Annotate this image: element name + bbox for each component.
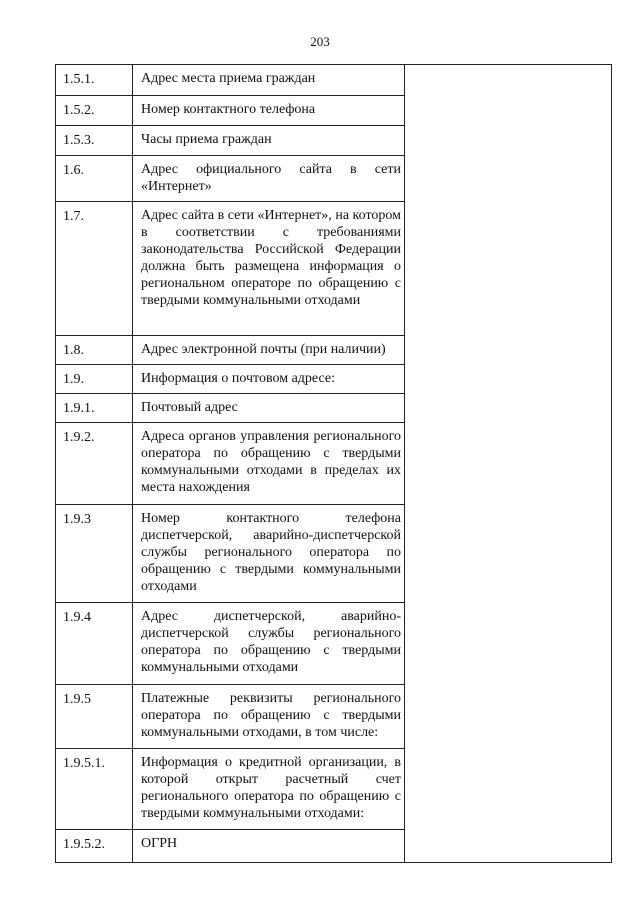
row-number: 1.9.5.1. bbox=[56, 749, 133, 830]
row-text: Часы приема граждан bbox=[133, 126, 405, 156]
row-text: Адрес сайта в сети «Интернет», на котором в соответствии с требованиями законодательства Российской Федерации должна быть размещена информация о региональном операторе по обращению с твердыми коммунальными отходами bbox=[133, 202, 405, 336]
row-number: 1.5.3. bbox=[56, 126, 133, 156]
row-text: Информация о почтовом адресе: bbox=[133, 365, 405, 394]
row-number: 1.9. bbox=[56, 365, 133, 394]
row-text: Адрес официального сайта в сети «Интернет» bbox=[133, 156, 405, 202]
row-number: 1.8. bbox=[56, 336, 133, 365]
page-number: 203 bbox=[310, 34, 330, 49]
row-number: 1.9.2. bbox=[56, 423, 133, 505]
requisites-table bbox=[55, 64, 612, 863]
row-text: Адреса органов управления регионального оператора по обращению с твердыми коммунальными отходами в пределах их места нахождения bbox=[133, 423, 405, 505]
value-column bbox=[405, 65, 612, 863]
row-number: 1.7. bbox=[56, 202, 133, 336]
row-number: 1.5.1. bbox=[56, 65, 133, 96]
row-number: 1.9.5 bbox=[56, 685, 133, 749]
row-text: Адрес диспетчерской, аварийно-диспетчерской службы регионального оператора по обращению с твердыми коммунальными отходами bbox=[133, 603, 405, 685]
row-text: Почтовый адрес bbox=[133, 394, 405, 423]
row-text: Номер контактного телефона диспетчерской, аварийно-диспетчерской службы регионального оператора по обращению с твердыми коммунальными отходами bbox=[133, 505, 405, 603]
row-number: 1.9.5.2. bbox=[56, 830, 133, 863]
row-number: 1.9.1. bbox=[56, 394, 133, 423]
table-row bbox=[56, 65, 612, 96]
row-text: Номер контактного телефона bbox=[133, 96, 405, 126]
row-text: Платежные реквизиты регионального оператора по обращению с твердыми коммунальными отходами, в том числе: bbox=[133, 685, 405, 749]
row-number: 1.9.4 bbox=[56, 603, 133, 685]
row-number: 1.9.3 bbox=[56, 505, 133, 603]
row-text: Адрес электронной почты (при наличии) bbox=[133, 336, 405, 365]
row-number: 1.6. bbox=[56, 156, 133, 202]
row-text: ОГРН bbox=[133, 830, 405, 863]
row-number: 1.5.2. bbox=[56, 96, 133, 126]
row-text: Информация о кредитной организации, в которой открыт расчетный счет регионального оператора по обращению с твердыми коммунальными отходами: bbox=[133, 749, 405, 830]
row-text: Адрес места приема граждан bbox=[133, 65, 405, 96]
